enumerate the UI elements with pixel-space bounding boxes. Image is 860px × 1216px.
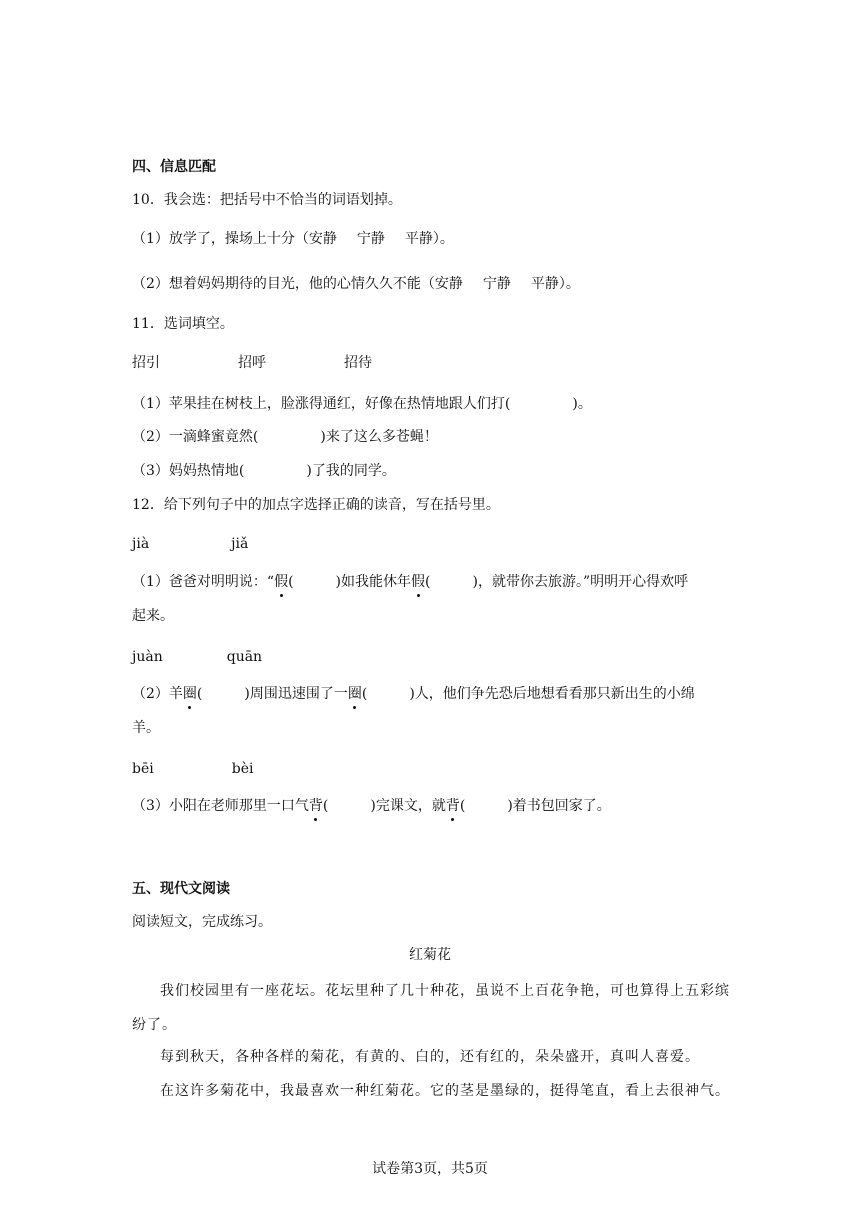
question-12-sentence-2-continued: 羊。: [132, 720, 160, 736]
question-11-sentence-1: [132, 395, 592, 413]
dotted-character: 假: [274, 574, 289, 590]
word-options: [435, 275, 559, 293]
dotted-character: 圈: [347, 686, 362, 702]
option-word: 宁静: [482, 276, 511, 292]
word-bank-item: 招呼: [238, 355, 266, 371]
passage-paragraph-1: 我们校园里有一座花坛。花坛里种了几十种花，虽说不上百花争艳，可也算得上五彩缤: [160, 983, 730, 999]
pinyin-options-3: [132, 760, 253, 778]
sentence-text: (: [196, 686, 203, 702]
reading-intro: 阅读短文，完成练习。: [132, 914, 272, 930]
sentence-text: （2）想着妈妈期待的目光，他的心情久久不能（: [132, 276, 435, 292]
sentence-text: )，就带你去旅游。”明明开心得欢呼: [472, 574, 689, 590]
sentence-text: )来了这么多苍蝇！: [320, 429, 438, 445]
dotted-character: 背: [308, 798, 323, 814]
sentence-text: (: [322, 798, 329, 814]
option-word: 安静: [434, 276, 463, 292]
pinyin-option: bēi: [132, 761, 154, 777]
sentence-text: )人，他们争先恐后地想看看那只新出生的小绵: [409, 686, 695, 702]
question-12-sentence-1: [132, 573, 688, 591]
question-10-stem: 10．我会选：把括号中不恰当的词语划掉。: [132, 192, 402, 208]
word-bank: [132, 354, 372, 372]
word-bank-item: 招引: [132, 355, 160, 371]
question-12-stem: 12．给下列句子中的加点字选择正确的读音，写在括号里。: [132, 497, 500, 513]
sentence-text: )完课文，就: [370, 798, 446, 814]
section-heading-5: 五、现代文阅读: [132, 881, 230, 897]
question-11-stem: 11．选词填空。: [132, 316, 234, 332]
pinyin-option: jià: [132, 536, 150, 552]
question-10-sentence-1: [132, 230, 454, 248]
pinyin-options-1: [132, 535, 248, 553]
question-11-sentence-3: [132, 462, 396, 480]
sentence-text: （1）爸爸对明明说：“: [132, 574, 275, 590]
question-10-sentence-2: [132, 275, 580, 293]
sentence-text: （2）一滴蜂蜜竟然(: [132, 429, 259, 445]
sentence-text: (: [425, 574, 431, 590]
option-word: 平静: [404, 231, 433, 247]
pinyin-option: juàn: [132, 649, 163, 665]
sentence-text: （3）小阳在老师那里一口气: [132, 798, 309, 814]
dotted-character: 假: [411, 574, 426, 590]
pinyin-option: bèi: [231, 761, 254, 777]
word-bank-item: 招待: [344, 355, 372, 371]
pinyin-options-2: [132, 648, 262, 666]
sentence-text: )着书包回家了。: [507, 798, 611, 814]
sentence-text: （1）放学了，操场上十分（: [132, 231, 309, 247]
option-word: 平静: [530, 276, 559, 292]
sentence-text: )周围迅速围了一: [244, 686, 348, 702]
page-footer: 试卷第3页，共5页: [372, 1161, 488, 1177]
sentence-text: )如我能休年: [335, 574, 412, 590]
passage-title: 红菊花: [409, 947, 451, 963]
passage-paragraph-2: 每到秋天，各种各样的菊花，有黄的、白的，还有红的，朵朵盛开，真叫人喜爱。: [160, 1049, 700, 1065]
passage-paragraph-3: 在这许多菊花中，我最喜欢一种红菊花。它的茎是墨绿的，挺得笔直，看上去很神气。: [160, 1083, 730, 1099]
pinyin-option: jiǎ: [231, 536, 249, 552]
sentence-text: (: [459, 798, 466, 814]
sentence-text: （2）羊: [132, 686, 183, 702]
question-11-sentence-2: [132, 428, 438, 446]
sentence-text: )。: [572, 396, 592, 412]
passage-paragraph-1-continued: 纷了。: [132, 1017, 177, 1033]
sentence-text: )了我的同学。: [306, 463, 396, 479]
sentence-text: （3）妈妈热情地(: [132, 463, 245, 479]
sentence-text: （1）苹果挂在树枝上，脸涨得通红，好像在热情地跟人们打(: [132, 396, 511, 412]
pinyin-option: quān: [226, 649, 263, 665]
word-options: [309, 230, 433, 248]
option-word: 安静: [308, 231, 337, 247]
question-12-sentence-1-continued: 起来。: [132, 608, 174, 624]
sentence-text: (: [288, 574, 294, 590]
section-heading-4: 四、信息匹配: [132, 159, 216, 175]
dotted-character: 圈: [182, 686, 197, 702]
sentence-suffix: ）。: [432, 231, 454, 247]
question-12-sentence-2: [132, 685, 695, 703]
sentence-text: (: [361, 686, 368, 702]
sentence-suffix: ）。: [558, 276, 580, 292]
question-12-sentence-3: [132, 797, 611, 815]
option-word: 宁静: [356, 231, 385, 247]
dotted-character: 背: [445, 798, 460, 814]
